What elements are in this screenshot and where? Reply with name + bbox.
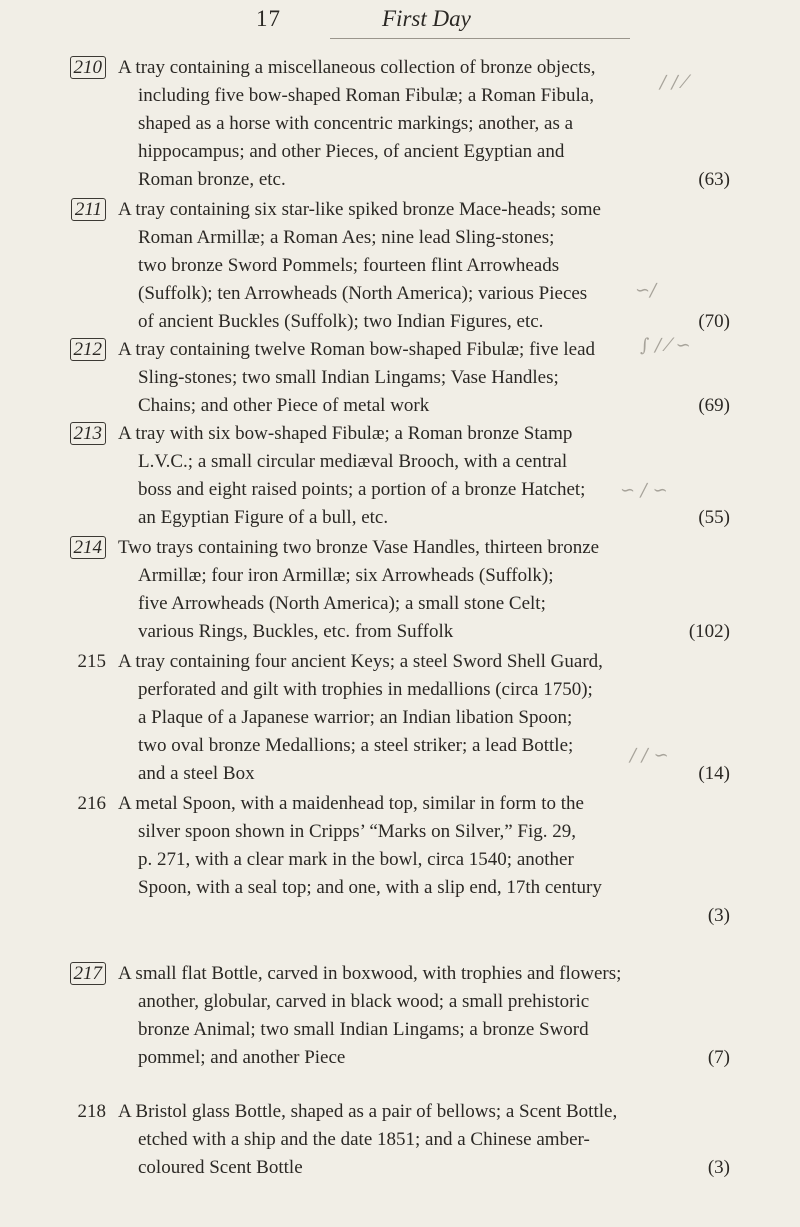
catalogue-lot xyxy=(30,196,730,336)
description-line: five Arrowheads (North America); a small stone Celt; xyxy=(138,593,546,614)
margin-annotation: ∫ ∕ ⁄ ∽ xyxy=(640,335,691,356)
lot-price: (7) xyxy=(707,1047,730,1068)
running-title: First Day xyxy=(382,6,471,31)
lot-number xyxy=(30,534,106,562)
lot-number-text: 211 xyxy=(71,198,106,221)
description-line: a Plaque of a Japanese warrior; an Indian libation Spoon; xyxy=(138,707,573,728)
description-line: an Egyptian Figure of a bull, etc. (55) xyxy=(118,504,730,532)
lot-price: (3) xyxy=(707,1157,730,1178)
margin-annotation: ∽ ∕ ∽ xyxy=(620,480,668,501)
lot-number xyxy=(30,196,106,224)
catalogue-lot xyxy=(30,648,730,788)
catalogue-lot xyxy=(30,960,730,1072)
description-line: etched with a ship and the date 1851; and a Chinese amber- xyxy=(138,1129,590,1150)
lot-number xyxy=(30,648,106,676)
lot-description xyxy=(118,534,730,646)
description-line: pommel; and another Piece (7) xyxy=(118,1044,730,1072)
description-line: A metal Spoon, with a maidenhead top, similar in form to the xyxy=(118,793,584,814)
lot-number-text: 212 xyxy=(70,338,107,361)
lot-description xyxy=(118,648,730,788)
lot-number xyxy=(30,420,106,448)
lot-number xyxy=(30,1098,106,1126)
description-line: two oval bronze Medallions; a steel striker; a lead Bottle; xyxy=(138,735,574,756)
lot-description xyxy=(118,54,730,194)
header-rule xyxy=(330,38,630,39)
description-line: Roman Armillæ; a Roman Aes; nine lead Sling-stones; xyxy=(138,227,555,248)
description-line: two bronze Sword Pommels; fourteen flint Arrowheads xyxy=(138,255,560,276)
description-line: A tray containing twelve Roman bow-shaped Fibulæ; five lead xyxy=(118,339,596,360)
margin-annotation: ∕ ∕ ⁄ xyxy=(660,72,687,93)
description-line: including five bow-shaped Roman Fibulæ; a Roman Fibula, xyxy=(138,85,594,106)
catalogue-lot xyxy=(30,534,730,646)
description-line: hippocampus; and other Pieces, of ancient Egyptian and xyxy=(138,141,565,162)
lot-number-text: 210 xyxy=(70,56,107,79)
lot-price: (14) xyxy=(698,763,730,784)
description-line: Sling-stones; two small Indian Lingams; Vase Handles; xyxy=(138,367,559,388)
description-line: another, globular, carved in black wood; a small prehistoric xyxy=(138,991,590,1012)
description-line: A tray containing four ancient Keys; a steel Sword Shell Guard, xyxy=(118,651,603,672)
lot-number xyxy=(30,790,106,818)
lot-price: (69) xyxy=(698,395,730,416)
lot-number-text: 214 xyxy=(70,536,107,559)
description-line: and a steel Box (14) xyxy=(118,760,730,788)
description-line xyxy=(118,902,730,930)
lot-price: (102) xyxy=(688,621,730,642)
lot-description xyxy=(118,960,730,1072)
catalogue-lot xyxy=(30,790,730,930)
description-line: L.V.C.; a small circular mediæval Brooch, with a central xyxy=(138,451,568,472)
lot-number xyxy=(30,960,106,988)
lot-number-text: 215 xyxy=(77,651,106,672)
margin-annotation: ∽∕ xyxy=(635,280,657,301)
catalogue-lot xyxy=(30,336,730,420)
description-line: Two trays containing two bronze Vase Handles, thirteen bronze xyxy=(118,537,600,558)
description-line: (Suffolk); ten Arrowheads (North America); various Pieces xyxy=(138,283,588,304)
lot-number-text: 216 xyxy=(77,793,106,814)
description-line: shaped as a horse with concentric markings; another, as a xyxy=(138,113,574,134)
description-line: Chains; and other Piece of metal work (69) xyxy=(118,392,730,420)
page-header xyxy=(0,6,800,36)
description-line: boss and eight raised points; a portion of a bronze Hatchet; xyxy=(138,479,586,500)
lot-number xyxy=(30,336,106,364)
lot-number-text: 213 xyxy=(70,422,107,445)
description-line: various Rings, Buckles, etc. from Suffolk (102) xyxy=(118,618,730,646)
description-line: Roman bronze, etc. (63) xyxy=(118,166,730,194)
description-line: bronze Animal; two small Indian Lingams; a bronze Sword xyxy=(138,1019,589,1040)
description-line: A tray with six bow-shaped Fibulæ; a Roman bronze Stamp xyxy=(118,423,573,444)
description-line: perforated and gilt with trophies in medallions (circa 1750); xyxy=(138,679,593,700)
description-line: coloured Scent Bottle (3) xyxy=(118,1154,730,1182)
description-line: silver spoon shown in Cripps’ “Marks on Silver,” Fig. 29, xyxy=(138,821,576,842)
description-line: A tray containing a miscellaneous collection of bronze objects, xyxy=(118,57,596,78)
description-line: p. 271, with a clear mark in the bowl, circa 1540; another xyxy=(138,849,574,870)
lot-price: (63) xyxy=(698,169,730,190)
lot-description xyxy=(118,336,730,420)
catalogue-lot xyxy=(30,420,730,532)
lot-number-text: 218 xyxy=(77,1101,106,1122)
lot-price: (3) xyxy=(707,905,730,926)
lot-description xyxy=(118,1098,730,1182)
description-line: A tray containing six star-like spiked bronze Mace-heads; some xyxy=(118,199,601,220)
lot-description xyxy=(118,196,730,336)
lot-description xyxy=(118,420,730,532)
margin-annotation: ∕ ∕ ∽ xyxy=(630,745,669,766)
description-line: A small flat Bottle, carved in boxwood, with trophies and flowers; xyxy=(118,963,622,984)
lot-price: (55) xyxy=(698,507,730,528)
description-line: of ancient Buckles (Suffolk); two Indian Figures, etc. (70) xyxy=(118,308,730,336)
description-line: Armillæ; four iron Armillæ; six Arrowheads (Suffolk); xyxy=(138,565,554,586)
page-number: 17 xyxy=(256,6,281,31)
description-line: A Bristol glass Bottle, shaped as a pair of bellows; a Scent Bottle, xyxy=(118,1101,618,1122)
description-line: Spoon, with a seal top; and one, with a slip end, 17th century xyxy=(138,877,602,898)
lot-price: (70) xyxy=(698,311,730,332)
lot-description xyxy=(118,790,730,930)
catalogue-lot xyxy=(30,54,730,194)
lot-number-text: 217 xyxy=(70,962,107,985)
lot-number xyxy=(30,54,106,82)
catalogue-lot xyxy=(30,1098,730,1182)
